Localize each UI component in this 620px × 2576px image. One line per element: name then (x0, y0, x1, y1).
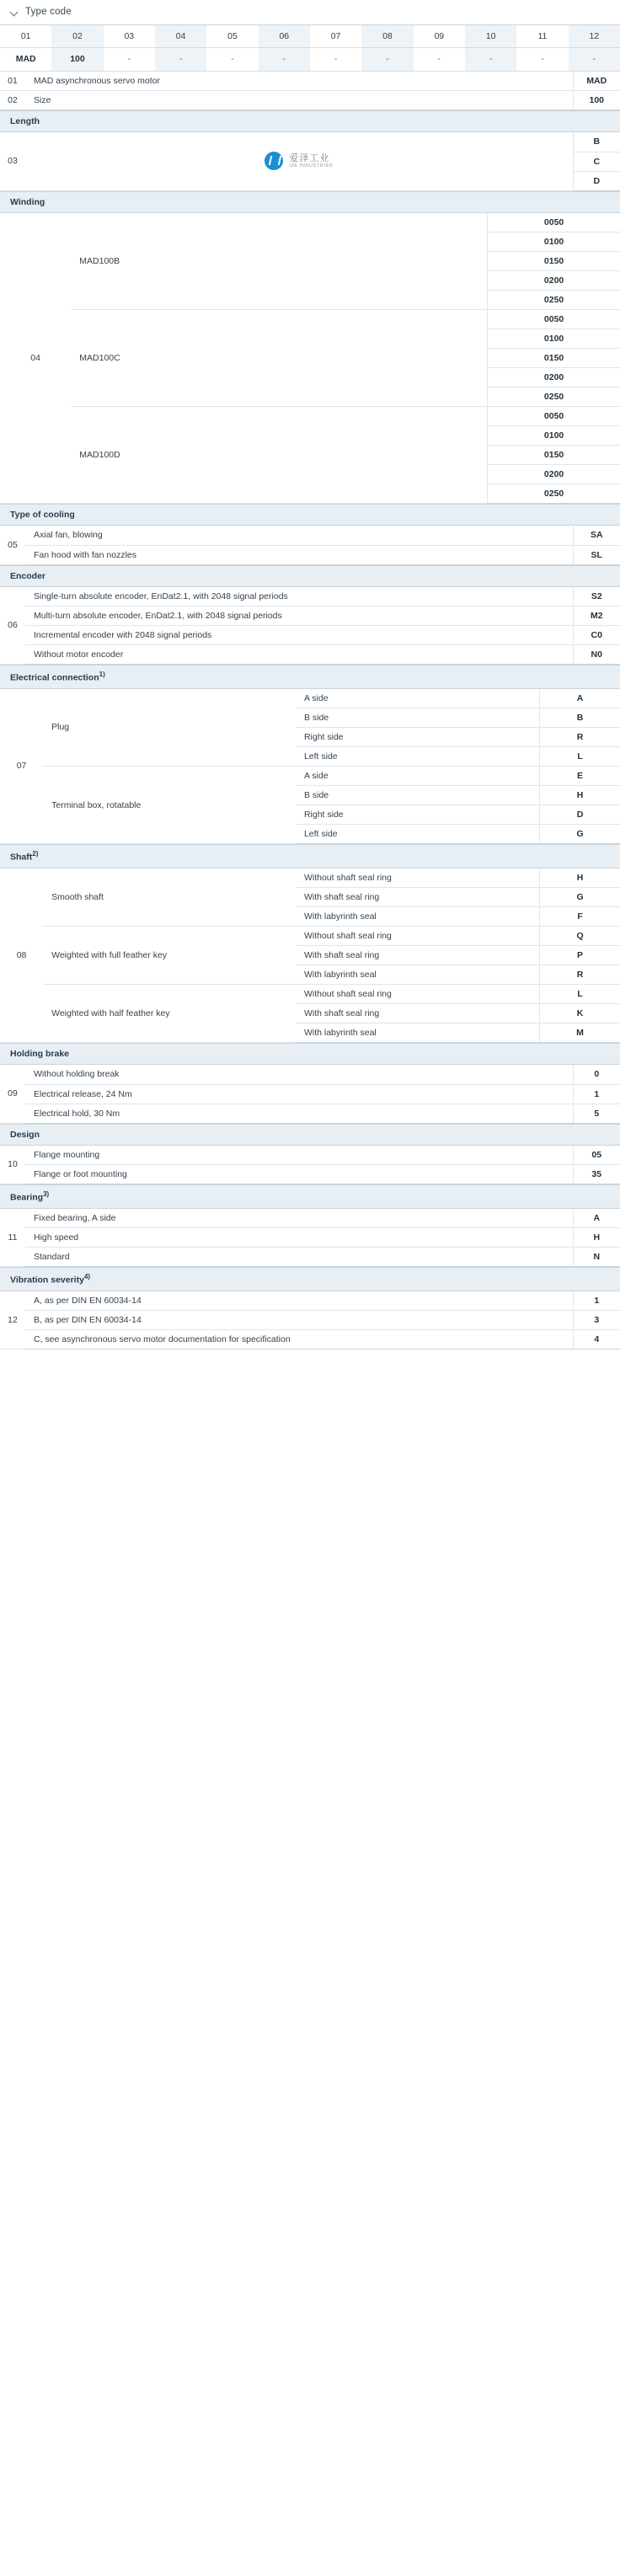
row-number: 05 (0, 526, 25, 564)
row-code: Q (540, 927, 620, 946)
group-label: Smooth shaft (43, 868, 296, 927)
table-row (0, 767, 620, 786)
row-code: H (573, 1228, 620, 1248)
table-row (0, 91, 620, 110)
row-number: 04 (0, 213, 71, 504)
row-code: F (540, 907, 620, 927)
row-code: 0100 (488, 426, 620, 446)
table-row (0, 72, 620, 91)
index-code-cell: 03 (104, 25, 155, 47)
row-number: 11 (0, 1209, 25, 1267)
section-title: Length (10, 116, 40, 126)
row-subdescription: Right side (296, 805, 540, 825)
row-subdescription: Left side (296, 825, 540, 844)
row-description: Incremental encoder with 2048 signal periods (25, 626, 573, 645)
row-code: D (540, 805, 620, 825)
row-code: K (540, 1004, 620, 1023)
row-code: H (540, 786, 620, 805)
row-code: H (540, 868, 620, 888)
index-code-cell: 07 (310, 25, 361, 47)
row-number: 02 (0, 91, 25, 110)
row-code: 0050 (488, 310, 620, 329)
row-subdescription: With shaft seal ring (296, 888, 540, 907)
row-code: SA (573, 526, 620, 545)
section-title: Winding (10, 196, 45, 207)
section-header-design (0, 1124, 620, 1146)
row-subdescription: A side (296, 689, 540, 708)
table-row (0, 645, 620, 665)
holding-brake-table (0, 1065, 620, 1124)
row-number: 09 (0, 1065, 25, 1123)
shaft-table (0, 868, 620, 1044)
section-title: Encoder (10, 570, 46, 581)
page-title: Type code (25, 7, 72, 17)
row-code: R (540, 728, 620, 747)
section-title: Electrical connection (10, 672, 99, 683)
index-value-cell: 100 (51, 47, 103, 71)
table-row (0, 1065, 620, 1084)
row-description: Electrical hold, 30 Nm (25, 1104, 573, 1123)
section-header-encoder (0, 565, 620, 587)
index-code-cell: 06 (259, 25, 310, 47)
row-code: 0 (573, 1065, 620, 1084)
footnote-marker: 3) (43, 1190, 50, 1198)
row-code: 100 (573, 91, 620, 110)
row-code: 0100 (488, 232, 620, 252)
row-code: C0 (573, 626, 620, 645)
table-row (0, 689, 620, 708)
row-code: L (540, 985, 620, 1004)
row-code: A (573, 1209, 620, 1228)
section-header-holding-brake (0, 1043, 620, 1065)
table-row (0, 1084, 620, 1104)
row-number: 06 (0, 587, 25, 665)
row-code: 4 (573, 1330, 620, 1349)
table-row (0, 626, 620, 645)
row-code: B (540, 708, 620, 728)
code-index-table (0, 25, 620, 72)
row-description: C, see asynchronous servo motor documentation for specification (25, 1330, 573, 1349)
section-header-winding (0, 191, 620, 213)
row-code: B (573, 132, 620, 152)
row-code: C (573, 152, 620, 171)
type-code-header[interactable] (0, 0, 620, 25)
row-number: 03 (0, 132, 25, 190)
table-row (0, 545, 620, 564)
basic-rows-table (0, 72, 620, 111)
index-value-cell: - (516, 47, 568, 71)
index-code-cell: 04 (155, 25, 206, 47)
section-header-length (0, 110, 620, 132)
cooling-table (0, 526, 620, 565)
row-description: High speed (25, 1228, 573, 1248)
section-title: Type of cooling (10, 510, 75, 520)
row-code: N0 (573, 645, 620, 665)
watermark-line2: IZE INDUSTRIES (289, 163, 334, 169)
table-row (0, 213, 620, 232)
table-row (0, 927, 620, 946)
table-row (0, 310, 620, 329)
row-code: 0200 (488, 368, 620, 387)
row-description: Electrical release, 24 Nm (25, 1084, 573, 1104)
row-description: MAD asynchronous servo motor (25, 72, 573, 91)
table-row (0, 1311, 620, 1330)
section-title: Holding brake (10, 1049, 70, 1059)
group-label: Weighted with full feather key (43, 927, 296, 985)
table-row (0, 1330, 620, 1349)
table-row (0, 1291, 620, 1311)
vibration-severity-table (0, 1291, 620, 1350)
electrical-connection-table (0, 689, 620, 845)
section-header-shaft (0, 844, 620, 868)
row-code: 05 (573, 1146, 620, 1165)
row-number: 01 (0, 72, 25, 91)
table-row (0, 1209, 620, 1228)
row-description: Without motor encoder (25, 645, 573, 665)
section-title: Shaft (10, 852, 33, 863)
row-code: M2 (573, 607, 620, 626)
row-code: 0050 (488, 407, 620, 426)
table-row (0, 985, 620, 1004)
winding-table (0, 213, 620, 505)
row-code: 0250 (488, 291, 620, 310)
table-row (0, 132, 620, 152)
row-code: MAD (573, 72, 620, 91)
row-description: Flange or foot mounting (25, 1165, 573, 1184)
table-row (0, 587, 620, 607)
index-code-cell: 05 (206, 25, 258, 47)
index-value-cell: - (465, 47, 516, 71)
row-subdescription: B side (296, 708, 540, 728)
footnote-marker: 2) (32, 850, 39, 858)
index-code-cell: 01 (0, 25, 51, 47)
row-subdescription: Without shaft seal ring (296, 868, 540, 888)
table-row (0, 407, 620, 426)
section-title: Design (10, 1129, 40, 1140)
index-value-cell: - (569, 47, 620, 71)
row-description: A, as per DIN EN 60034-14 (25, 1291, 573, 1311)
index-value-row (0, 47, 620, 71)
row-subdescription: With labyrinth seal (296, 907, 540, 927)
table-row (0, 1228, 620, 1248)
table-row (0, 1146, 620, 1165)
table-row (0, 526, 620, 545)
group-label: Plug (43, 689, 296, 767)
row-code: D (573, 171, 620, 190)
row-description: B, as per DIN EN 60034-14 (25, 1311, 573, 1330)
index-value-cell: - (155, 47, 206, 71)
row-code: SL (573, 545, 620, 564)
row-subdescription: Without shaft seal ring (296, 927, 540, 946)
row-number: 10 (0, 1146, 25, 1184)
row-code: 0250 (488, 484, 620, 504)
row-description: Multi-turn absolute encoder, EnDat2.1, with 2048 signal periods (25, 607, 573, 626)
row-code: 0150 (488, 446, 620, 465)
section-header-type-of-cooling (0, 504, 620, 526)
row-code: 0050 (488, 213, 620, 232)
design-table (0, 1146, 620, 1185)
row-description: Size (25, 91, 573, 110)
group-label: MAD100B (71, 213, 487, 310)
row-code: 1 (573, 1084, 620, 1104)
row-number: 12 (0, 1291, 25, 1349)
row-code: 0150 (488, 349, 620, 368)
row-subdescription: With labyrinth seal (296, 1023, 540, 1043)
section-header-vibration-severity (0, 1267, 620, 1291)
row-subdescription: A side (296, 767, 540, 786)
bearing-table (0, 1209, 620, 1268)
row-code: G (540, 888, 620, 907)
row-code: A (540, 689, 620, 708)
row-description: Fixed bearing, A side (25, 1209, 573, 1228)
index-value-cell: - (206, 47, 258, 71)
row-code: G (540, 825, 620, 844)
row-subdescription: Without shaft seal ring (296, 985, 540, 1004)
section-header-electrical-connection (0, 665, 620, 689)
row-subdescription: Left side (296, 747, 540, 767)
table-row (0, 607, 620, 626)
row-number: 08 (0, 868, 43, 1043)
row-code: 0200 (488, 271, 620, 291)
row-code: 35 (573, 1165, 620, 1184)
row-description: Axial fan, blowing (25, 526, 573, 545)
table-row (0, 1165, 620, 1184)
ize-logo-icon (265, 152, 283, 170)
group-label: Weighted with half feather key (43, 985, 296, 1043)
row-code: 0150 (488, 252, 620, 271)
row-subdescription: With shaft seal ring (296, 946, 540, 965)
chevron-down-icon[interactable] (10, 8, 19, 17)
group-label: MAD100C (71, 310, 487, 407)
index-value-cell: - (310, 47, 361, 71)
row-code: 0200 (488, 465, 620, 484)
footnote-marker: 4) (83, 1273, 91, 1280)
watermark-cell (25, 132, 573, 190)
group-label: Terminal box, rotatable (43, 767, 296, 844)
row-subdescription: B side (296, 786, 540, 805)
row-code: E (540, 767, 620, 786)
row-description: Standard (25, 1248, 573, 1267)
row-code: S2 (573, 587, 620, 607)
row-code: 0250 (488, 387, 620, 407)
row-code: L (540, 747, 620, 767)
index-code-cell: 10 (465, 25, 516, 47)
row-code: 1 (573, 1291, 620, 1311)
index-code-cell: 02 (51, 25, 103, 47)
row-description: Single-turn absolute encoder, EnDat2.1, with 2048 signal periods (25, 587, 573, 607)
index-code-cell: 08 (361, 25, 413, 47)
table-row (0, 1104, 620, 1123)
group-label: MAD100D (71, 407, 487, 504)
row-subdescription: With labyrinth seal (296, 965, 540, 985)
index-value-cell: - (259, 47, 310, 71)
row-subdescription: With shaft seal ring (296, 1004, 540, 1023)
section-header-bearing (0, 1184, 620, 1209)
row-number: 07 (0, 689, 43, 844)
index-value-cell: - (414, 47, 465, 71)
row-code: 0100 (488, 329, 620, 349)
footnote-marker: 1) (99, 671, 105, 678)
watermark-line1: 爱泽工业 (289, 153, 330, 164)
row-code: 3 (573, 1311, 620, 1330)
row-code: P (540, 946, 620, 965)
row-description: Flange mounting (25, 1146, 573, 1165)
section-title: Bearing (10, 1192, 44, 1203)
index-code-cell: 11 (516, 25, 568, 47)
index-code-row (0, 25, 620, 47)
row-description: Fan hood with fan nozzles (25, 545, 573, 564)
index-code-cell: 09 (414, 25, 465, 47)
table-row (0, 868, 620, 888)
index-value-cell: - (104, 47, 155, 71)
length-table (0, 132, 620, 191)
row-description: Without holding break (25, 1065, 573, 1084)
index-code-cell: 12 (569, 25, 620, 47)
encoder-table (0, 587, 620, 665)
section-title: Vibration severity (10, 1275, 84, 1285)
row-code: R (540, 965, 620, 985)
row-code: M (540, 1023, 620, 1043)
row-code: 5 (573, 1104, 620, 1123)
row-subdescription: Right side (296, 728, 540, 747)
index-value-cell: MAD (0, 47, 51, 71)
table-row (0, 1248, 620, 1267)
row-code: N (573, 1248, 620, 1267)
index-value-cell: - (361, 47, 413, 71)
